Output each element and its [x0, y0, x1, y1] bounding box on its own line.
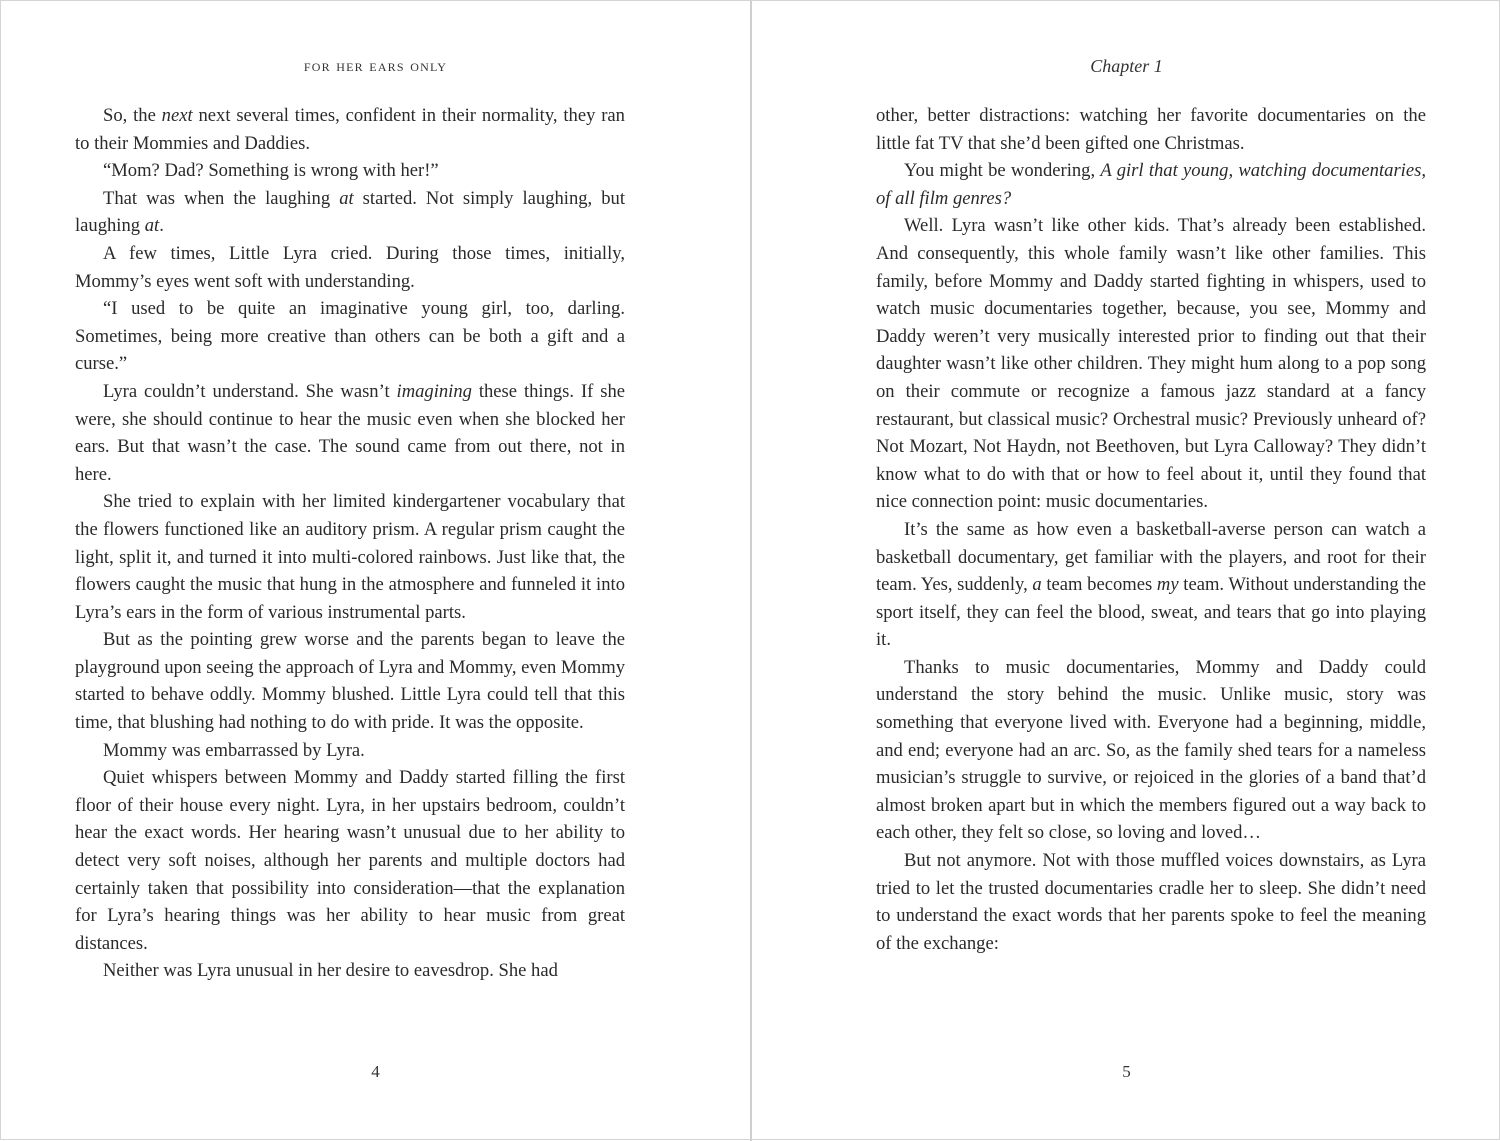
text-run: these things. If she were, she should continue to hear the music even when she blocked her ears. But that wasn’t the case. The sound came from out there, not in here. [75, 380, 625, 485]
paragraph [75, 157, 625, 185]
paragraph [876, 102, 1426, 157]
text-run: She tried to explain with her limited kindergartener vocabulary that the flowers functioned like an auditory prism. A regular prism caught the light, split it, and turned it into multi-colored rainbows. Just like that, the flowers caught the music that hung in the atmosphere and funneled it into Lyra’s ears in the form of various instrumental parts. [75, 491, 625, 623]
italic-text: next [161, 105, 193, 126]
italic-text: imagining [396, 380, 472, 402]
right-page-body [876, 102, 1426, 957]
left-page-body [75, 102, 625, 985]
text-run: But as the pointing grew worse and the parents began to leave the playground upon seeing the approach of Lyra and Mommy, even Mommy started to behave oddly. Mommy blushed. Little Lyra could tell that this time, that blushing had nothing to do with pride. It was the opposite. [75, 629, 625, 734]
text-run: A few times, Little Lyra cried. During those times, initially, Mommy’s eyes went soft with understanding. [75, 242, 625, 292]
text-run: next several times, confident in their normality, they ran to their Mommies and Daddies. [75, 105, 625, 154]
running-head-chapter: Chapter 1 [1090, 56, 1163, 76]
right-page [752, 1, 1500, 1141]
text-run: You might be wondering, [904, 160, 1101, 182]
paragraph [75, 240, 625, 295]
italic-text: a [1032, 574, 1042, 596]
paragraph [876, 654, 1426, 847]
paragraph [75, 185, 625, 240]
italic-text: at [144, 215, 160, 237]
paragraph [876, 516, 1426, 654]
running-head-book-title: for her ears only [303, 56, 448, 75]
paragraph [75, 378, 625, 488]
paragraph [75, 737, 625, 765]
page-number: 4 [371, 1062, 380, 1081]
text-run: That was when the laughing [103, 187, 340, 209]
italic-text: A girl that young, watching documentaries, of all film genres? [876, 160, 1426, 209]
text-run: “I used to be quite an imaginative young girl, too, darling. Sometimes, being more creative than others can be both a gift and a curse.” [75, 298, 625, 375]
text-run: Well. Lyra wasn’t like other kids. That’s already been established. And consequently, this whole family wasn’t like other families. This family, before Mommy and Daddy started fighting in whispers, used to watch music documentaries together, because, you see, Mommy and Daddy weren’t very musically interested prior to finding out that their daughter wasn’t like other children. They might hum along to a pop song on their commute or recognize a famous jazz standard at a fancy restaurant, but classical music? Orchestral music? Previously unheard of? Not Mozart, Not Haydn, not Beethoven, but Lyra Calloway? They didn’t know what to do with that or how to feel about it, until they found that nice connection point: music documentaries. [876, 215, 1426, 513]
text-run: Quiet whispers between Mommy and Daddy started filling the first floor of their house every night. Lyra, in her upstairs bedroom, couldn’t hear the exact words. Her hearing wasn’t unusual due to her ability to detect very soft noises, although her parents and multiple doctors had certainly taken that possibility into consideration—that the explanation for Lyra’s hearing things was her ability to hear music from great distances. [75, 767, 625, 954]
text-run: But not anymore. Not with those muffled voices downstairs, as Lyra tried to let the trusted documentaries cradle her to sleep. She didn’t need to understand the exact words that her parents spoke to feel the meaning of the exchange: [876, 850, 1426, 954]
text-run: Neither was Lyra unusual in her desire to eavesdrop. She had [103, 960, 558, 982]
paragraph [75, 295, 625, 378]
paragraph [876, 212, 1426, 516]
italic-text: at [339, 187, 354, 209]
left-page [1, 1, 750, 1141]
text-run: So, the [103, 105, 162, 126]
text-run: team becomes [1041, 574, 1157, 596]
text-run: Thanks to music documentaries, Mommy and Daddy could understand the story behind the music. Unlike music, story was something that everyone lived with. Everyone had a beginning, middle, and end; everyone had an arc. So, as the family shed tears for a nameless musician’s struggle to survive, or rejoiced in the glories of a band that’d almost broken apart but in which the members figured out a way back to each other, they felt so close, so loving and loved… [876, 656, 1426, 844]
text-run: other, better distractions: watching her favorite documentaries on the little fat TV that she’d been gifted one Christmas. [876, 105, 1426, 154]
paragraph [75, 102, 625, 157]
paragraph [75, 626, 625, 736]
paragraph [75, 957, 625, 985]
paragraph [75, 764, 625, 957]
paragraph [75, 488, 625, 626]
text-run: started. Not simply laughing, but laughing [75, 187, 625, 237]
text-run: . [159, 215, 164, 237]
paragraph [876, 157, 1426, 212]
page-number: 5 [1122, 1062, 1131, 1081]
text-run: Mommy was embarrassed by Lyra. [103, 739, 365, 761]
text-run: Lyra couldn’t understand. She wasn’t [103, 380, 397, 402]
text-run: It’s the same as how even a basketball-averse person can watch a basketball documentary, get familiar with the players, and root for their team. Yes, suddenly, [876, 518, 1426, 596]
text-run: “Mom? Dad? Something is wrong with her!” [103, 160, 439, 182]
italic-text: my [1156, 574, 1179, 596]
text-run: team. Without understanding the sport itself, they can feel the blood, sweat, and tears that go into playing it. [876, 574, 1427, 651]
paragraph [876, 847, 1426, 957]
